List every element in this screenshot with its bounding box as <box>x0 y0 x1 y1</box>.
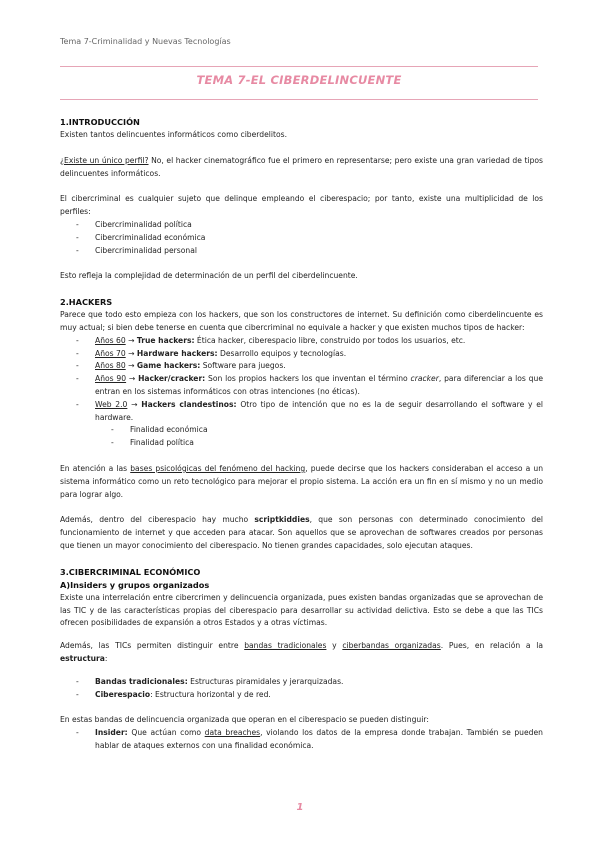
title-rule-bottom <box>60 99 538 100</box>
page-number: 1 <box>296 802 304 813</box>
subsection-heading: A)Insiders y grupos organizados <box>60 579 210 590</box>
paragraph: Existe una interrelación entre cibercrimen y delincuencia organizada, pues existen bandas organizadas que se aprovechan de las TIC y de las características propias del ciberespacio para desarrollar su actividad delictiva. Esto se debe a que las TICs ofrecen posibilidades de expansión a otros Estados y a otras víctimas. <box>60 592 543 628</box>
page-title: TEMA 7-EL CIBERDELINCUENTE <box>196 73 402 87</box>
document-body <box>60 116 543 753</box>
profile-list <box>60 219 543 257</box>
section-heading-introduccion: 1.INTRODUCCIÓN <box>60 117 140 127</box>
sublist-item: - Finalidad política <box>95 437 543 450</box>
paragraph: En estas bandas de delincuencia organizada que operan en el ciberespacio se pueden distinguir: <box>60 715 429 725</box>
underlined-phrase: ¿Existe un único perfil? <box>60 155 149 165</box>
paragraph: Además, las TICs permiten distinguir entre bandas tradicionales y ciberbandas organizadas. Pues, en relación a la estructura: <box>60 641 543 663</box>
paragraph: Además, dentro del ciberespacio hay mucho scriptkiddies, que son personas con determinado conocimiento del funcionamiento de internet y que acceden para atacar. Son aquellos que se aprovechan de softwares creados por personas que tienen un mayor conocimiento del ciberespacio. No tienen grandes capacidades, solo ejecutan ataques. <box>60 515 544 550</box>
finalidad-sublist <box>95 424 543 450</box>
running-header: Tema 7-Criminalidad y Nuevas Tecnologías <box>60 37 231 46</box>
paragraph: El cibercriminal es cualquier sujeto que delinque empleando el ciberespacio; por tanto, existe una multiplicidad de los perfiles: <box>60 194 543 217</box>
list-item: - Ciberespacio: Estructura horizontal y de red. <box>60 689 543 702</box>
list-item: - Años 80 → Game hackers: Software para juegos. <box>60 360 543 373</box>
structure-list <box>60 676 543 702</box>
list-item: - Web 2.0 → Hackers clandestinos: Otro tipo de intención que no es la de seguir desarrollando el software y el hardware. - Finalidad económica - Finalidad política <box>60 399 543 450</box>
paragraph: En atención a las bases psicológicas del fenómeno del hacking, puede decirse que los hackers consideraban el acceso a un sistema informático como un reto tecnológico para mejorar el propio sistema. La acción era un fin en sí mismo y no un medio para lograr algo. <box>60 463 544 499</box>
list-item: - Cibercriminalidad económica <box>60 232 543 245</box>
hacker-types-list <box>60 335 543 450</box>
list-item: - Cibercriminalidad política <box>60 219 543 232</box>
section-heading-hackers: 2.HACKERS <box>60 297 113 308</box>
list-item: - Años 90 → Hacker/cracker: Son los propios hackers los que inventan el término cracker, para diferenciar a los que entran en los sistemas informáticos con otras intenciones (no éticas). <box>60 373 543 399</box>
paragraph: ¿Existe un único perfil? No, el hacker cinematográfico fue el primero en representarse; pero existe una gran variedad de tipos delincuentes informáticos. <box>60 155 544 178</box>
insider-list <box>60 727 543 753</box>
title-rule-top <box>60 66 538 67</box>
paragraph: Parece que todo esto empieza con los hackers, que son los constructores de internet. Su definición como ciberdelincuente es muy actual; si bien debe tenerse en cuenta que cibercriminal no equivale a hacker y que existen muchos tipos de hacker: <box>60 310 543 332</box>
paragraph: Esto refleja la complejidad de determinación de un perfil del ciberdelincuente. <box>60 271 358 281</box>
paragraph: Existen tantos delincuentes informáticos como ciberdelitos. <box>60 130 287 139</box>
list-item: - Insider: Que actúan como data breaches, violando los datos de la empresa donde trabajan. También se pueden hablar de ataques externos con una finalidad económica. <box>60 727 543 753</box>
list-item: - Años 70 → Hardware hackers: Desarrollo equipos y tecnologías. <box>60 348 543 361</box>
section-heading-cibercriminal: 3.CIBERCRIMINAL ECONÓMICO <box>60 566 201 577</box>
list-item: - Años 60 → True hackers: Ética hacker, ciberespacio libre, construido por todos los usuarios, etc. <box>60 335 543 348</box>
sublist-item: - Finalidad económica <box>95 424 543 437</box>
list-item: - Bandas tradicionales: Estructuras piramidales y jerarquizadas. <box>60 676 543 689</box>
list-item: - Cibercriminalidad personal <box>60 245 543 258</box>
